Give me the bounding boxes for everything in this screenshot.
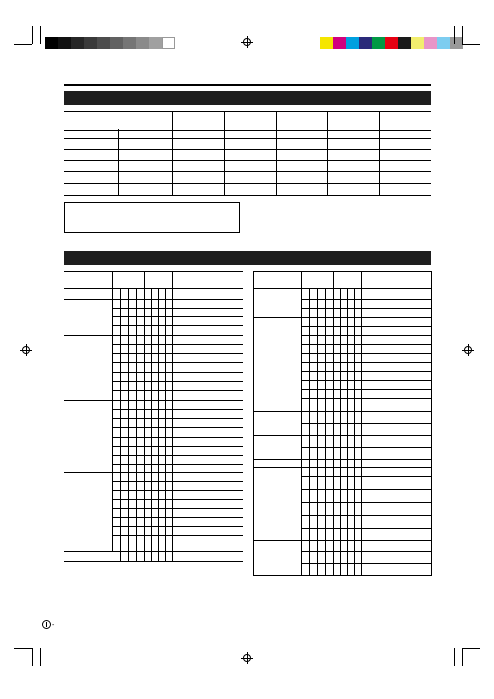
registration-mark-right [464, 346, 472, 354]
section-bar-2 [64, 251, 431, 265]
compat-table-right [253, 271, 432, 576]
note-box [64, 202, 240, 233]
registration-mark-bottom [243, 654, 251, 662]
registration-mark-left [22, 346, 30, 354]
top-rule [64, 84, 431, 86]
page-number-mark: - [52, 622, 55, 629]
table-1-header [64, 111, 431, 131]
section-bar-1 [64, 91, 431, 105]
compat-table-left [64, 271, 243, 562]
page-number-icon-stroke [46, 622, 47, 627]
registration-mark-top [243, 38, 251, 46]
